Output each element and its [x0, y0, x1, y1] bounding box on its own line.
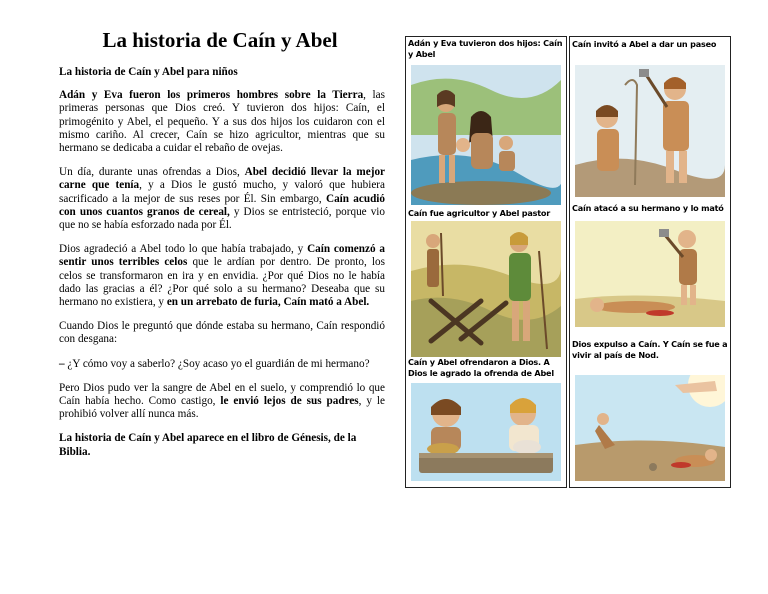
dash: –	[59, 357, 68, 370]
text-span: ¿Y cómo voy a saberlo? ¿Soy acaso yo el guardián de mi hermano?	[67, 357, 370, 370]
story-subtitle: La historia de Caín y Abel para niños	[59, 66, 238, 78]
bold-phrase: le envió lejos de sus padres	[220, 395, 359, 408]
dialogue-line	[59, 358, 385, 371]
text-span: y Dios se entristeció, porque vio que no se había esforzado nada por Él.	[59, 205, 385, 232]
text-span: Un día, durante unas ofrendas a Dios,	[59, 166, 245, 179]
story-paragraph	[59, 320, 385, 346]
panel-offerings	[411, 383, 561, 481]
text-span: , y le prohibió volver allí nunca más.	[59, 395, 386, 421]
text-span: , las primeras personas que Dios creó. Y tuvieron dos hijos: Caín, el primogénito y Abel, el pequeño. Y a sus dos hijos los cuidaron con el mismo cariño. Al crecer, Caín se hizo agricultor, mientras que su hermano se dedicaba a cuidar el rebaño de ovejas.	[59, 89, 385, 155]
panel-caption: Dios expulso a Caín. Y Caín se fue a vivir al país de Nod.	[572, 339, 728, 360]
bold-phrase: Adán y Eva fueron los primeros hombres sobre la Tierra	[59, 89, 364, 102]
panel-caption: Adán y Eva tuvieron dos hijos: Caín y Abel	[408, 38, 563, 59]
bold-phrase: Abel decidió llevar la mejor carne que tenía	[59, 166, 386, 192]
text-span: .	[87, 445, 91, 458]
text-span: que le ardían por dentro. De pronto, los celos se transformaron en ira y en envidia. ¿Por qué Dios no le había dado las gracias a él? ¿Por qué solo a su hermano? Deseaba que su hermano no existiera, y	[59, 256, 385, 309]
text-span: Pero Dios pudo ver la sangre de Abel en el suelo, y comprendió lo que Caín había hecho. Como castigo,	[59, 381, 385, 408]
story-paragraph	[59, 243, 385, 309]
bold-phrase: Caín comenzó a sentir unos terribles celos	[59, 243, 385, 269]
page-title: La historia de Caín y Abel	[102, 28, 338, 52]
comic-strip-left	[405, 36, 567, 488]
text-span: Dios agradeció a Abel todo lo que había trabajado, y	[59, 243, 308, 256]
bold-phrase: en un arrebato de furia, Caín mató a Abel.	[166, 296, 370, 309]
bold-phrase: La historia de Caín y Abel aparece en el libro de Génesis, de la Biblia	[59, 432, 357, 458]
panel-caption: Caín fue agricultor y Abel pastor	[408, 208, 551, 218]
story-paragraph	[59, 166, 385, 232]
panel-adam-eve-children	[411, 65, 561, 205]
panel-caption: Caín y Abel ofrendaron a Dios. A Dios le agrado la ofrenda de Abel	[408, 357, 554, 378]
closing-note	[59, 432, 385, 458]
text-span: , y a Dios le gustó mucho, y valoró que hubiera sacrificado a la mejor de sus reses por Él. Sin embargo,	[59, 179, 385, 205]
story-text	[59, 66, 385, 470]
panel-caption: Caín atacó a su hermano y lo mató	[572, 203, 724, 213]
panel-attack	[575, 221, 725, 327]
panel-expulsion	[575, 375, 725, 481]
panel-caption: Caín invitó a Abel a dar un paseo	[572, 39, 717, 49]
story-paragraph	[59, 382, 385, 422]
comic-strip-right	[569, 36, 731, 488]
panel-farmer-shepherd	[411, 221, 561, 357]
text-span: Cuando Dios le preguntó que dónde estaba su hermano, Caín respondió con desgana:	[59, 320, 385, 346]
story-paragraph	[59, 89, 385, 155]
bold-phrase: Caín acudió con unos cuantos granos de cereal,	[59, 192, 385, 218]
panel-invitation	[575, 65, 725, 197]
